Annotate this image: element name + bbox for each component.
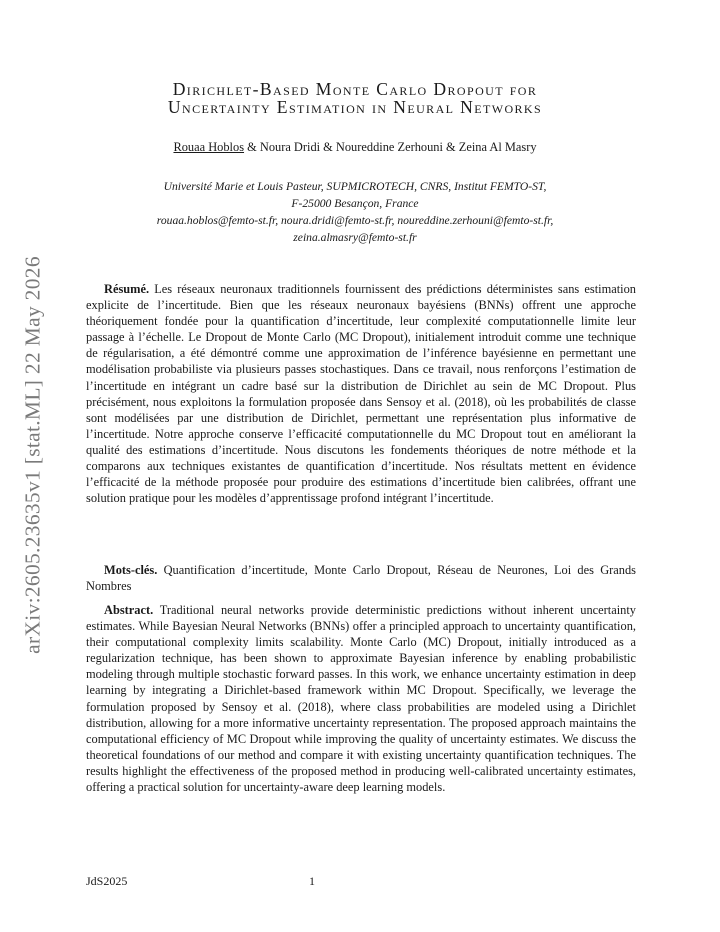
arxiv-stamp [18,245,48,665]
emails-line-2: zeina.almasry@femto-st.fr [293,231,417,244]
presenting-author: Rouaa Hoblos [173,140,245,154]
paper-title [90,80,620,116]
abstract-text: Traditional neural networks provide deterministic predictions without inherent uncertainty estimates. While Bayesian Neural Networks (BNNs) offer a principled approach to uncertainty quantification, their computational complexity limits scalability. Monte Carlo (MC) Dropout, initially introduced as a regularization technique, has been shown to approximate Bayesian inference by enabling probabilistic modeling through multiple stochastic forward passes. In this work, we enhance uncertainty estimation in deep learning by integrating a Dirichlet-based framework within MC Dropout. Specifically, we leverage the formulation proposed by Sensoy et al. (2018), where class probabilities are modeled using a Dirichlet distribution, allowing for a more informative uncertainty representation. The proposed approach maintains the computational efficiency of MC Dropout while improving the quality of uncertainty estimates. We discuss the theoretical foundations of our method and compare it with existing uncertainty quantification techniques. The results highlight the effectiveness of the proposed method in producing well-calibrated uncertainty estimates, offering a practical solution for uncertainty-aware deep learning models. [86,603,636,795]
conference-name: JdS2025 [86,874,128,888]
affiliation [90,178,620,246]
abstract-section [86,602,636,795]
title-line-1: Dirichlet-Based Monte Carlo Dropout for [172,79,538,99]
abstract-label: Abstract. [104,603,154,617]
co-authors: & Noura Dridi & Noureddine Zerhouni & Zeina Al Masry [244,140,537,154]
affiliation-line-2: F-25000 Besançon, France [291,197,419,210]
resume-text: Les réseaux neuronaux traditionnels fournissent des prédictions déterministes sans estimation explicite de l’incertitude. Bien que les réseaux neuronaux bayésiens (BNNs) offrent une approche théoriquement fondée pour la quantification d’incertitude, leur complexité computationnelle limite leur passage à l’échelle. Le Dropout de Monte Carlo (MC Dropout), initialement introduit comme une technique de régularisation, a été démontré comme une approximation de l’inférence bayésienne en permettant une modélisation probabiliste via plusieurs passes stochastiques. Dans ce travail, nous renforçons l’estimation de l’incertitude en intégrant un cadre basé sur la distribution de Dirichlet au sein de MC Dropout. Plus précisément, nous exploitons la formulation proposée dans Sensoy et al. (2018), où les probabilités de classe sont modélisées par une distribution de Dirichlet, permettant une représentation plus informative de l’incertitude. Notre approche conserve l’efficacité computationnelle du MC Dropout tout en améliorant la qualité des estimations d’incertitude. Nous discutons les fondements théoriques de notre méthode et la comparons aux techniques existantes de quantification d’incertitude. Nos résultats mettent en évidence l’efficacité de la méthode proposée pour produire des estimations d’incertitude bien calibrées, offrant une solution pratique pour les modèles d’apprentissage profond intégrant l’incertitude. [86,282,636,506]
keywords-label: Mots-clés. [104,563,158,577]
keywords-section [86,562,636,594]
title-line-2: Uncertainty Estimation in Neural Networks [167,97,543,117]
keywords-text: Quantification d’incertitude, Monte Carlo Dropout, Réseau de Neurones, Loi des Grands Nombres [86,563,636,594]
arxiv-identifier: arXiv:2605.23635v1 [stat.ML] 22 May 2026 [20,256,45,654]
affiliation-line-1: Université Marie et Louis Pasteur, SUPMICROTECH, CNRS, Institut FEMTO-ST, [163,180,547,193]
author-list [90,140,620,155]
page-number: 1 [309,874,315,888]
resume-section [86,281,636,506]
emails-line-1: rouaa.hoblos@femto-st.fr, noura.dridi@femto-st.fr, noureddine.zerhouni@femto-st.fr, [156,214,554,227]
resume-label: Résumé. [104,282,150,296]
